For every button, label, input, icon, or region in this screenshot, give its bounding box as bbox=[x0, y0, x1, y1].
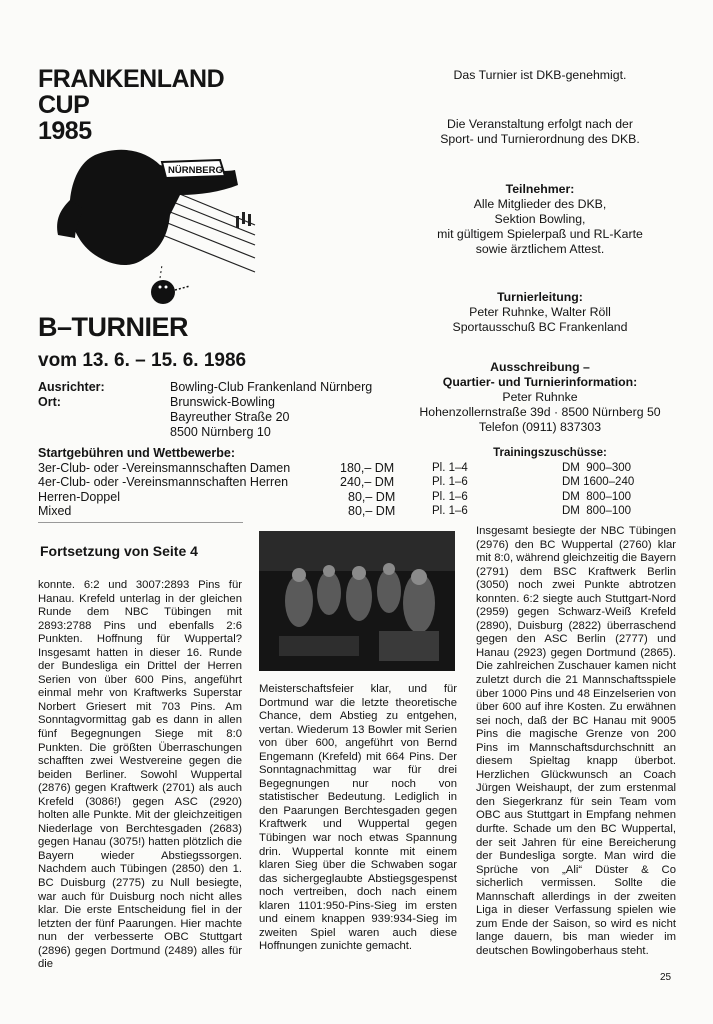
fee-row bbox=[38, 475, 398, 490]
ort-line: 8500 Nürnberg 10 bbox=[170, 425, 271, 439]
ausschreibung-block bbox=[395, 360, 685, 435]
ausrichter-value: Bowling-Club Frankenland Nürnberg bbox=[170, 380, 373, 394]
fee-label: Mixed bbox=[38, 504, 72, 518]
ausschreibung-title: Quartier- und Turnierinformation: bbox=[442, 375, 638, 389]
tournament-type-heading: B–TURNIER bbox=[38, 312, 189, 342]
training-row bbox=[405, 461, 695, 476]
logo-banner-text: NÜRNBERG bbox=[168, 165, 223, 176]
turnierleitung-line: Peter Ruhnke, Walter Röll bbox=[469, 305, 611, 319]
fee-label: Herren-Doppel bbox=[38, 489, 120, 504]
teilnehmer-title: Teilnehmer: bbox=[505, 182, 575, 196]
ausschreibung-line: Telefon (0911) 837303 bbox=[478, 420, 602, 434]
fee-price: 240,– DM bbox=[340, 475, 395, 489]
training-amount: DM 800–100 bbox=[562, 505, 632, 517]
training-place: Pl. 1–6 bbox=[432, 490, 468, 503]
teilnehmer-line: Sektion Bowling, bbox=[494, 212, 586, 226]
training-amount: DM 800–100 bbox=[562, 490, 632, 503]
teilnehmer-line: Alle Mitglieder des DKB, bbox=[473, 197, 607, 211]
article-column-3 bbox=[476, 525, 676, 959]
article-heading: Fortsetzung von Seite 4 bbox=[40, 543, 198, 559]
ausrichter-label: Ausrichter: bbox=[38, 380, 105, 394]
details-table bbox=[38, 380, 372, 440]
training-row bbox=[405, 504, 695, 519]
training-place: Pl. 1–4 bbox=[432, 461, 468, 474]
veranstaltung-note bbox=[395, 117, 685, 147]
fee-row bbox=[38, 504, 398, 519]
logo-title-line: CUP bbox=[38, 91, 90, 119]
training-row bbox=[405, 490, 695, 505]
fee-label: 4er-Club- oder -Vereinsmannschaften Herren bbox=[38, 475, 289, 489]
article-text: konnte. 6:2 und 3007:2893 Pins für Hanau. Krefeld unterlag in der gleichen Runde dem NBC Tübingen mit 2893:2788 Pins und ebenfalls 2:6 Punkten. Hoffnung für Wuppertal? Insgesamt hatten in dieser 16. Runde der Bundesliga ein Drittel der Herren Serien von über 600 Pins, angeführt einmal mehr von Kraftwerks Superstar Norbert Griesert mit 703 Pins. Am Sonntagvormittag gab es dann in allen fünf Begegnungen Siege mit 8:0 Punkten. Die größten Überraschungen schafften zwei Westvereine gegen die beiden Berliner. Sowohl Wuppertal (2876) gegen Kraftwerk (2701) als auch Krefeld (3086!) gegen ASC (2920) holten alle Punkte. Mit der gleichzeitigen Niederlage von Berchtesgaden (2683) gegen Hanau (3075!) hatten plötzlich die Bayern wieder Abstiegssorgen. Nachdem auch Tübingen (2850) den 1. BC Duisburg (2775) zu Null besiegte, war auch für Duisburg noch nicht alles klar. Die erste Entscheidung fiel in der letzten der fünf Paarungen. Hier machte nun der verbesserte OBC Stuttgart (2896) gegen Dortmund (2489) alles für die bbox=[38, 579, 242, 971]
ort-label: Ort: bbox=[38, 395, 61, 409]
ort-line: Bayreuther Straße 20 bbox=[170, 410, 290, 424]
trainingszuschuesse-block bbox=[405, 446, 695, 519]
turnierleitung-title: Turnierleitung: bbox=[497, 290, 583, 304]
tournament-dates: vom 13. 6. – 15. 6. 1986 bbox=[38, 350, 247, 371]
teilnehmer-line: mit gültigem Spielerpaß und RL-Karte bbox=[437, 227, 643, 241]
fee-row bbox=[38, 461, 398, 476]
fee-row bbox=[38, 490, 398, 505]
startgebuehren-title: Startgebühren und Wettbewerbe: bbox=[38, 446, 236, 460]
veranstaltung-line: Sport- und Turnierordnung des DKB. bbox=[440, 132, 640, 146]
ausschreibung-line: Hohenzollernstraße 39d · 8500 Nürnberg 50 bbox=[419, 405, 661, 419]
teilnehmer-line: sowie ärztlichem Attest. bbox=[475, 242, 605, 256]
training-place: Pl. 1–6 bbox=[432, 476, 468, 488]
article-text: Meisterschaftsfeier klar, und für Dortmund war die letzte theoretische Chance, dem Abstieg zu entgehen, vertan. Wiederum 13 Bowler mit Serien von über 600, angeführt von Bernd Engemann (Krefeld) mit 664 Pins. Der Sonntagnachmittag war für drei Begegnungen nur noch von statistischer Bedeutung. Lediglich in den Paarungen Berchtesgaden gegen Kraftwerk und Wuppertal gegen Tübingen war noch etwas Spannung drin. Wuppertal konnte mit einem klaren Sieg über die Schwaben sogar das sichergeglaubte Abstiegsgespenst noch vertreiben, doch nach einem klaren 1101:950-Pins-Sieg im ersten und einem knappen 939:934-Sieg im zweiten Spiel waren auch diese Hoffnungen zunichte gemacht. bbox=[259, 683, 457, 953]
ausschreibung-title: Ausschreibung – bbox=[490, 360, 590, 374]
fee-price: 80,– DM bbox=[348, 489, 396, 504]
ausschreibung-line: Peter Ruhnke bbox=[502, 390, 578, 404]
training-place: Pl. 1–6 bbox=[432, 505, 468, 517]
logo-title bbox=[38, 66, 224, 144]
fee-label: 3er-Club- oder -Vereinsmannschaften Damen bbox=[38, 460, 291, 475]
dkb-note: Das Turnier ist DKB-genehmigt. bbox=[453, 68, 627, 82]
fee-price: 80,– DM bbox=[348, 504, 396, 518]
logo-title-line: FRANKENLAND bbox=[38, 65, 225, 93]
fee-price: 180,– DM bbox=[340, 460, 395, 475]
startgebuehren-block bbox=[38, 446, 398, 519]
bowling-alley-photo bbox=[259, 531, 455, 671]
turnierleitung-block bbox=[395, 290, 685, 335]
ort-line: Brunswick-Bowling bbox=[170, 395, 275, 409]
training-amount: DM 900–300 bbox=[562, 461, 632, 474]
logo-title-line: 1985 bbox=[38, 117, 92, 145]
training-title: Trainingszuschüsse: bbox=[493, 447, 607, 459]
page-number: 25 bbox=[660, 972, 672, 983]
ort-row bbox=[38, 395, 372, 440]
article-column-1 bbox=[38, 579, 242, 972]
training-row bbox=[405, 475, 695, 490]
teilnehmer-block bbox=[395, 182, 685, 257]
section-divider bbox=[38, 522, 243, 523]
turnierleitung-line: Sportausschuß BC Frankenland bbox=[452, 320, 628, 334]
training-amount: DM 1600–240 bbox=[562, 476, 635, 488]
bowler-logo-illustration bbox=[50, 140, 265, 310]
article-column-2 bbox=[259, 683, 457, 954]
ausrichter-row bbox=[38, 380, 372, 395]
article-text: Insgesamt besiegte der NBC Tübingen (2976) den BC Wuppertal (2760) klar mit 8:0, während gleichzeitig die Bayern (2791) dem BSC Kraftwerk Berlin (3050) noch zwei Punkte abtrotzen konnten. 6:2 siegte auch Stuttgart-Nord (2959) gegen Schwarz-Weiß Krefeld (2890), Duisburg (2822) überraschend gegen den ASC Berlin (2777) und Hanau (2923) gegen Dortmund (2865). Die zahlreichen Zuschauer kamen nicht zuletzt durch die 21 Mannschaftsspiele über 1000 Pins und 48 Einzelserien von über 600 auf ihre Kosten. Zu erwähnen sei noch, daß der BC Hanau mit 9005 Pins die magische Grenze von 200 Pins im Mannschaftsdurchschnitt an diesem Spieltag knapp überbot. Herzlichen Glückwunsch an Coach Jürgen Weishaupt, der zum erstenmal den Siegerkranz für sein Team vom OBC aus Stuttgart in Empfang nehmen durfte. Schade um den BC Wuppertal, der seit Jahren für eine Bereicherung der Bundesliga sorgte. Man wird die Sprüche von „Ali“ Düster & Co sicherlich vermissen. Sollte die Mannschaft allerdings in der zweiten Liga in dieser Verfassung spielen wie zum Ende der Saison, so wird es nicht lange dauern, bis man wieder im deutschen Bowlingoberhaus steht. bbox=[476, 525, 676, 957]
veranstaltung-line: Die Veranstaltung erfolgt nach der bbox=[447, 117, 633, 131]
